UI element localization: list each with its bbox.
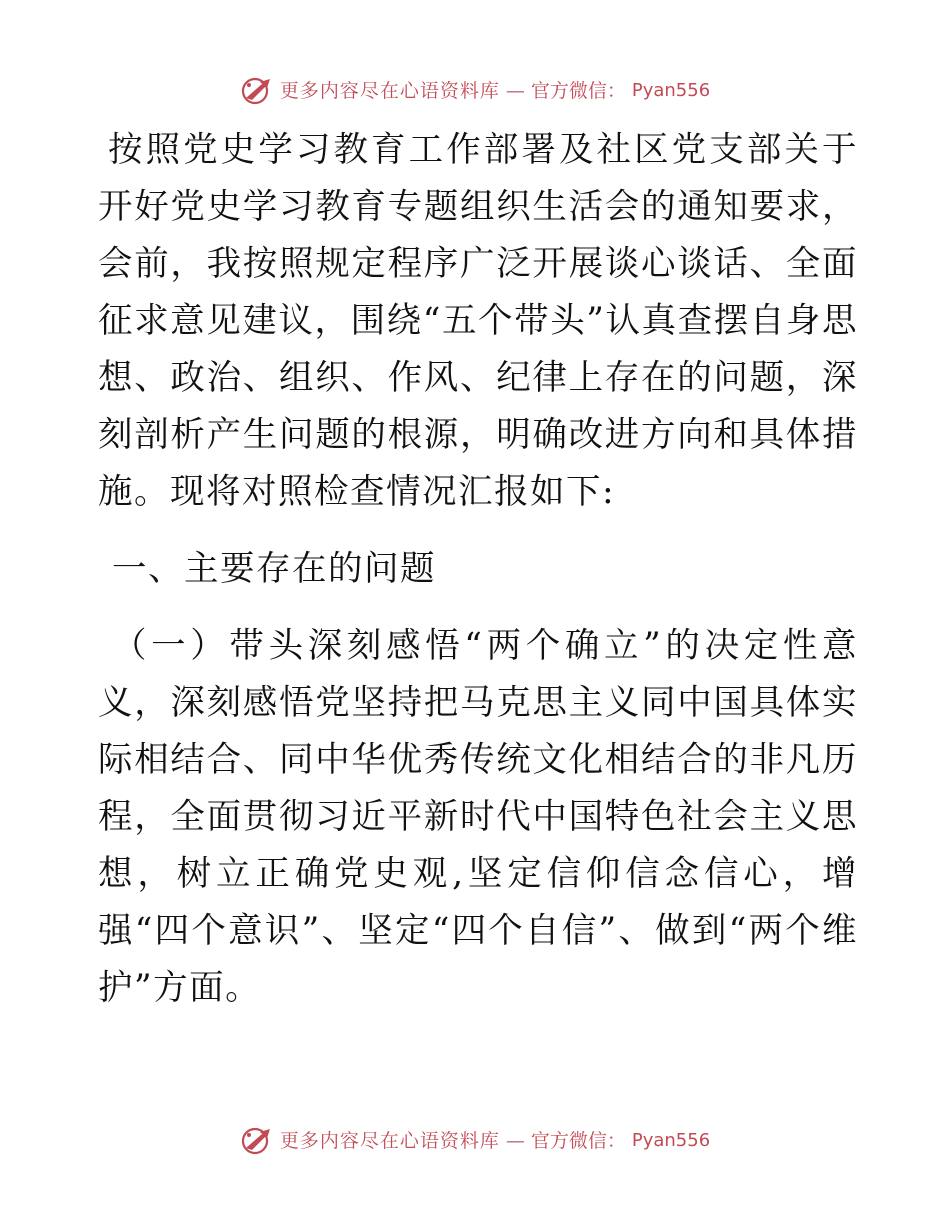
footer-watermark: [0, 1126, 950, 1156]
watermark-wechat-id: Pyan556: [631, 1130, 711, 1151]
header-watermark: [0, 76, 950, 106]
watermark-main-text: 更多内容尽在心语资料库: [279, 1130, 500, 1152]
watermark-separator: —: [505, 1130, 525, 1152]
watermark-main-text: 更多内容尽在心语资料库: [279, 80, 500, 102]
watermark-separator: —: [505, 80, 525, 102]
watermark-wechat-label: 官方微信：: [530, 1130, 626, 1152]
logo-icon: [240, 1126, 274, 1156]
watermark-wechat-id: Pyan556: [631, 80, 711, 101]
logo-icon: [240, 76, 274, 106]
intro-paragraph: 按照党史学习教育工作部署及社区党支部关于开好党史学习教育专题组织生活会的通知要求，会前，我按照规定程序广泛开展谈心谈话、全面征求意见建议，围绕“五个带头”认真查摆自身思想、政治、组织、作风、纪律上存在的问题，深刻剖析产生问题的根源，明确改进方向和具体措施。现将对照检查情况汇报如下:: [98, 130, 858, 512]
document-body: [98, 122, 858, 1017]
watermark-wechat-label: 官方微信：: [530, 80, 626, 102]
subsection-paragraph: （一）带头深刻感悟“两个确立”的决定性意义，深刻感悟党坚持把马克思主义同中国具体实际相结合、同中华优秀传统文化相结合的非凡历程，全面贯彻习近平新时代中国特色社会主义思想，树立正确党史观,坚定信仰信念信心，增强“四个意识”、坚定“四个自信”、做到“两个维护”方面。: [98, 626, 858, 1008]
section-heading: 一、主要存在的问题: [112, 549, 436, 589]
